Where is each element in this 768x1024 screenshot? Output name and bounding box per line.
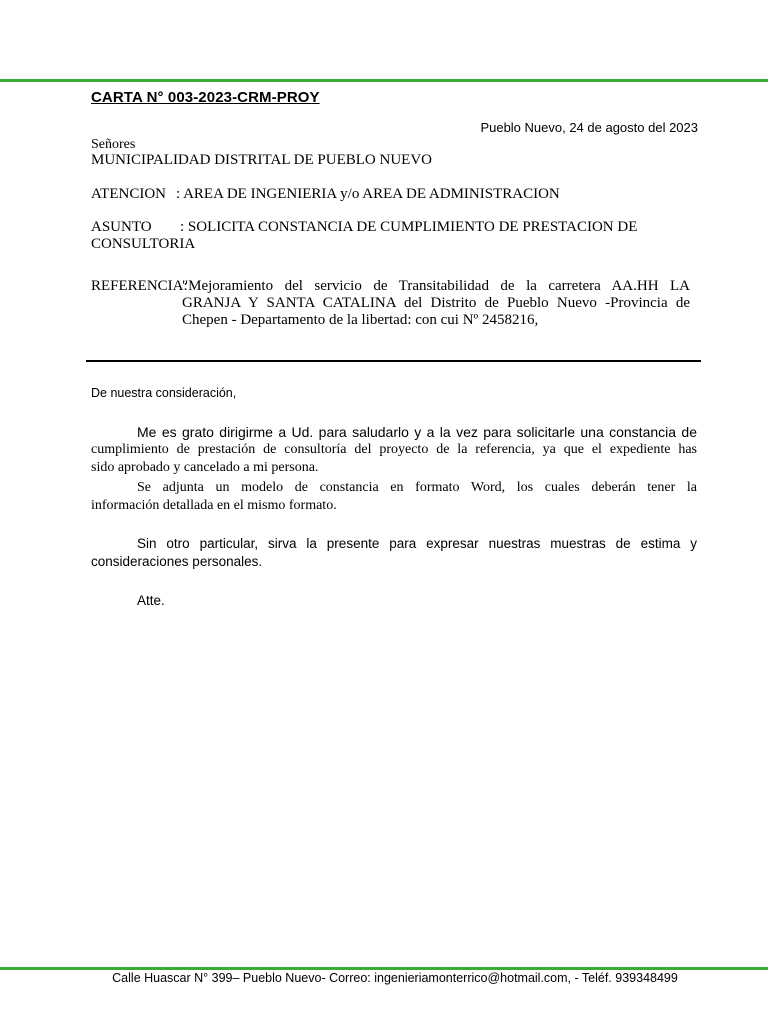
paragraph-line: Sin otro particular, sirva la presente para expresar nuestras muestras de estima y bbox=[137, 536, 697, 551]
paragraph-line: información detallada en el mismo formato. bbox=[91, 498, 337, 513]
greeting: De nuestra consideración, bbox=[91, 386, 237, 400]
atencion-value: : AREA DE INGENIERIA y/o AREA DE ADMINISTRACION bbox=[176, 186, 560, 202]
paragraph-line: Se adjunta un modelo de constancia en formato Word, los cuales deberán tener la bbox=[137, 480, 697, 495]
salutation: Señores bbox=[91, 137, 136, 152]
paragraph-line: Me es grato dirigirme a Ud. para saludarlo y a la vez para solicitarle una constancia de bbox=[137, 424, 697, 440]
referencia-line: "Mejoramiento del servicio de Transitabilidad de la carretera AA.HH LA bbox=[182, 278, 690, 294]
referencia-text bbox=[182, 278, 690, 329]
paragraph-closing bbox=[91, 535, 697, 571]
footer-green-rule bbox=[0, 967, 768, 970]
asunto-value-continued: CONSULTORIA bbox=[91, 236, 196, 252]
referencia-line: Chepen - Departamento de la libertad: con cui Nº 2458216, bbox=[182, 312, 539, 328]
recipient-name: MUNICIPALIDAD DISTRITAL DE PUEBLO NUEVO bbox=[91, 152, 433, 168]
paragraph-request bbox=[91, 423, 697, 477]
atencion-line bbox=[91, 186, 560, 203]
paragraph-line: consideraciones personales. bbox=[91, 554, 263, 569]
atencion-label: ATENCION bbox=[91, 186, 166, 202]
place-date: Pueblo Nuevo, 24 de agosto del 2023 bbox=[480, 120, 698, 135]
header-green-rule bbox=[0, 79, 768, 82]
referencia-label: REFERENCIA: bbox=[91, 278, 188, 294]
footer-contact: Calle Huascar N° 399– Pueblo Nuevo- Correo: ingenieriamonterrico@hotmail.com, - Teléf. 939348499 bbox=[112, 971, 678, 985]
letter-number-title: CARTA N° 003-2023-CRM-PROY bbox=[91, 89, 320, 106]
paragraph-line: sido aprobado y cancelado a mi persona. bbox=[91, 460, 319, 475]
paragraph-attachment bbox=[91, 479, 697, 515]
asunto-line bbox=[91, 219, 637, 236]
section-divider bbox=[86, 360, 701, 362]
asunto-label: ASUNTO bbox=[91, 219, 152, 235]
paragraph-line: cumplimiento de prestación de consultoría del proyecto de la referencia, ya que el expediente has bbox=[91, 442, 697, 457]
closing-atte: Atte. bbox=[137, 593, 165, 608]
asunto-value: : SOLICITA CONSTANCIA DE CUMPLIMIENTO DE PRESTACION DE bbox=[180, 219, 638, 235]
referencia-line: GRANJA Y SANTA CATALINA del Distrito de Pueblo Nuevo -Provincia de bbox=[182, 295, 690, 311]
